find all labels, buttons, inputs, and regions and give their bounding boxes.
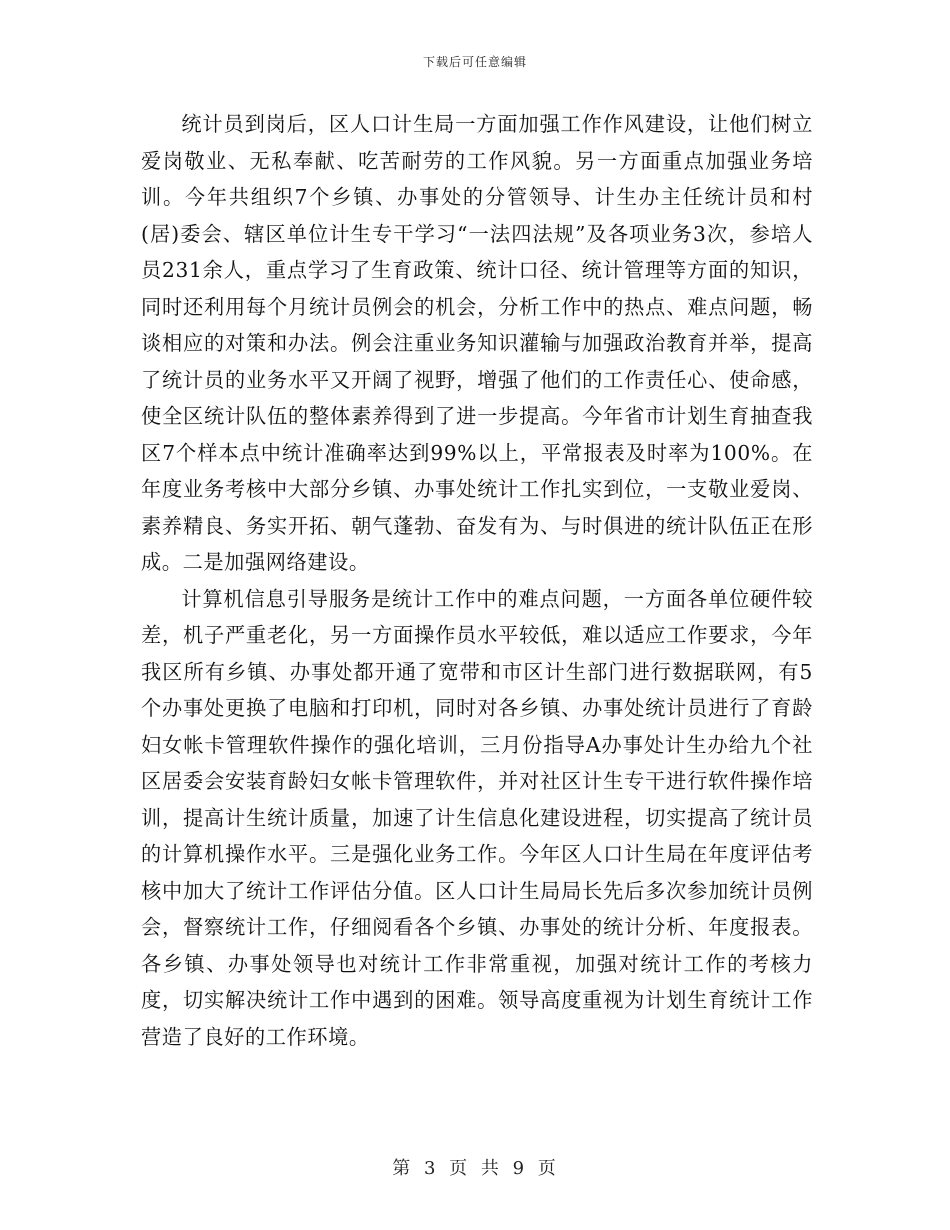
document-body	[141, 106, 813, 1055]
paragraph: 计算机信息引导服务是统计工作中的难点问题，一方面各单位硬件较差，机子严重老化，另一方面操作员水平较低，难以适应工作要求，今年我区所有乡镇、办事处都开通了宽带和市区计生部门进行数据联网，有5个办事处更换了电脑和打印机，同时对各乡镇、办事处统计员进行了育龄妇女帐卡管理软件操作的强化培训，三月份指导A办事处计生办给九个社区居委会安装育龄妇女帐卡管理软件，并对社区计生专干进行软件操作培训，提高计生统计质量，加速了计生信息化建设进程，切实提高了统计员的计算机操作水平。三是强化业务工作。今年区人口计生局在年度评估考核中加大了统计工作评估分值。区人口计生局局长先后多次参加统计员例会，督察统计工作，仔细阅看各个乡镇、办事处的统计分析、年度报表。各乡镇、办事处领导也对统计工作非常重视，加强对统计工作的考核力度，切实解决统计工作中遇到的困难。领导高度重视为计划生育统计工作营造了良好的工作环境。	[141, 586, 813, 1049]
page-header: 下载后可任意编辑	[422, 55, 527, 69]
page-number-footer: 第 3 页 共 9 页	[392, 1158, 558, 1179]
paragraph: 统计员到岗后，区人口计生局一方面加强工作作风建设，让他们树立爱岗敬业、无私奉献、吃苦耐劳的工作风貌。另一方面重点加强业务培训。今年共组织7个乡镇、办事处的分管领导、计生办主任统计员和村(居)委会、辖区单位计生专干学习“一法四法规”及各项业务3次，参培人员231余人，重点学习了生育政策、统计口径、统计管理等方面的知识，同时还利用每个月统计员例会的机会，分析工作中的热点、难点问题，畅谈相应的对策和办法。例会注重业务知识灌输与加强政治教育并举，提高了统计员的业务水平又开阔了视野，增强了他们的工作责任心、使命感，使全区统计队伍的整体素养得到了进一步提高。今年省市计划生育抽查我区7个样本点中统计准确率达到99%以上，平常报表及时率为100%。在年度业务考核中大部分乡镇、办事处统计工作扎实到位，一支敬业爱岗、素养精良、务实开拓、朝气蓬勃、奋发有为、与时俱进的统计队伍正在形成。二是加强网络建设。	[141, 112, 813, 574]
